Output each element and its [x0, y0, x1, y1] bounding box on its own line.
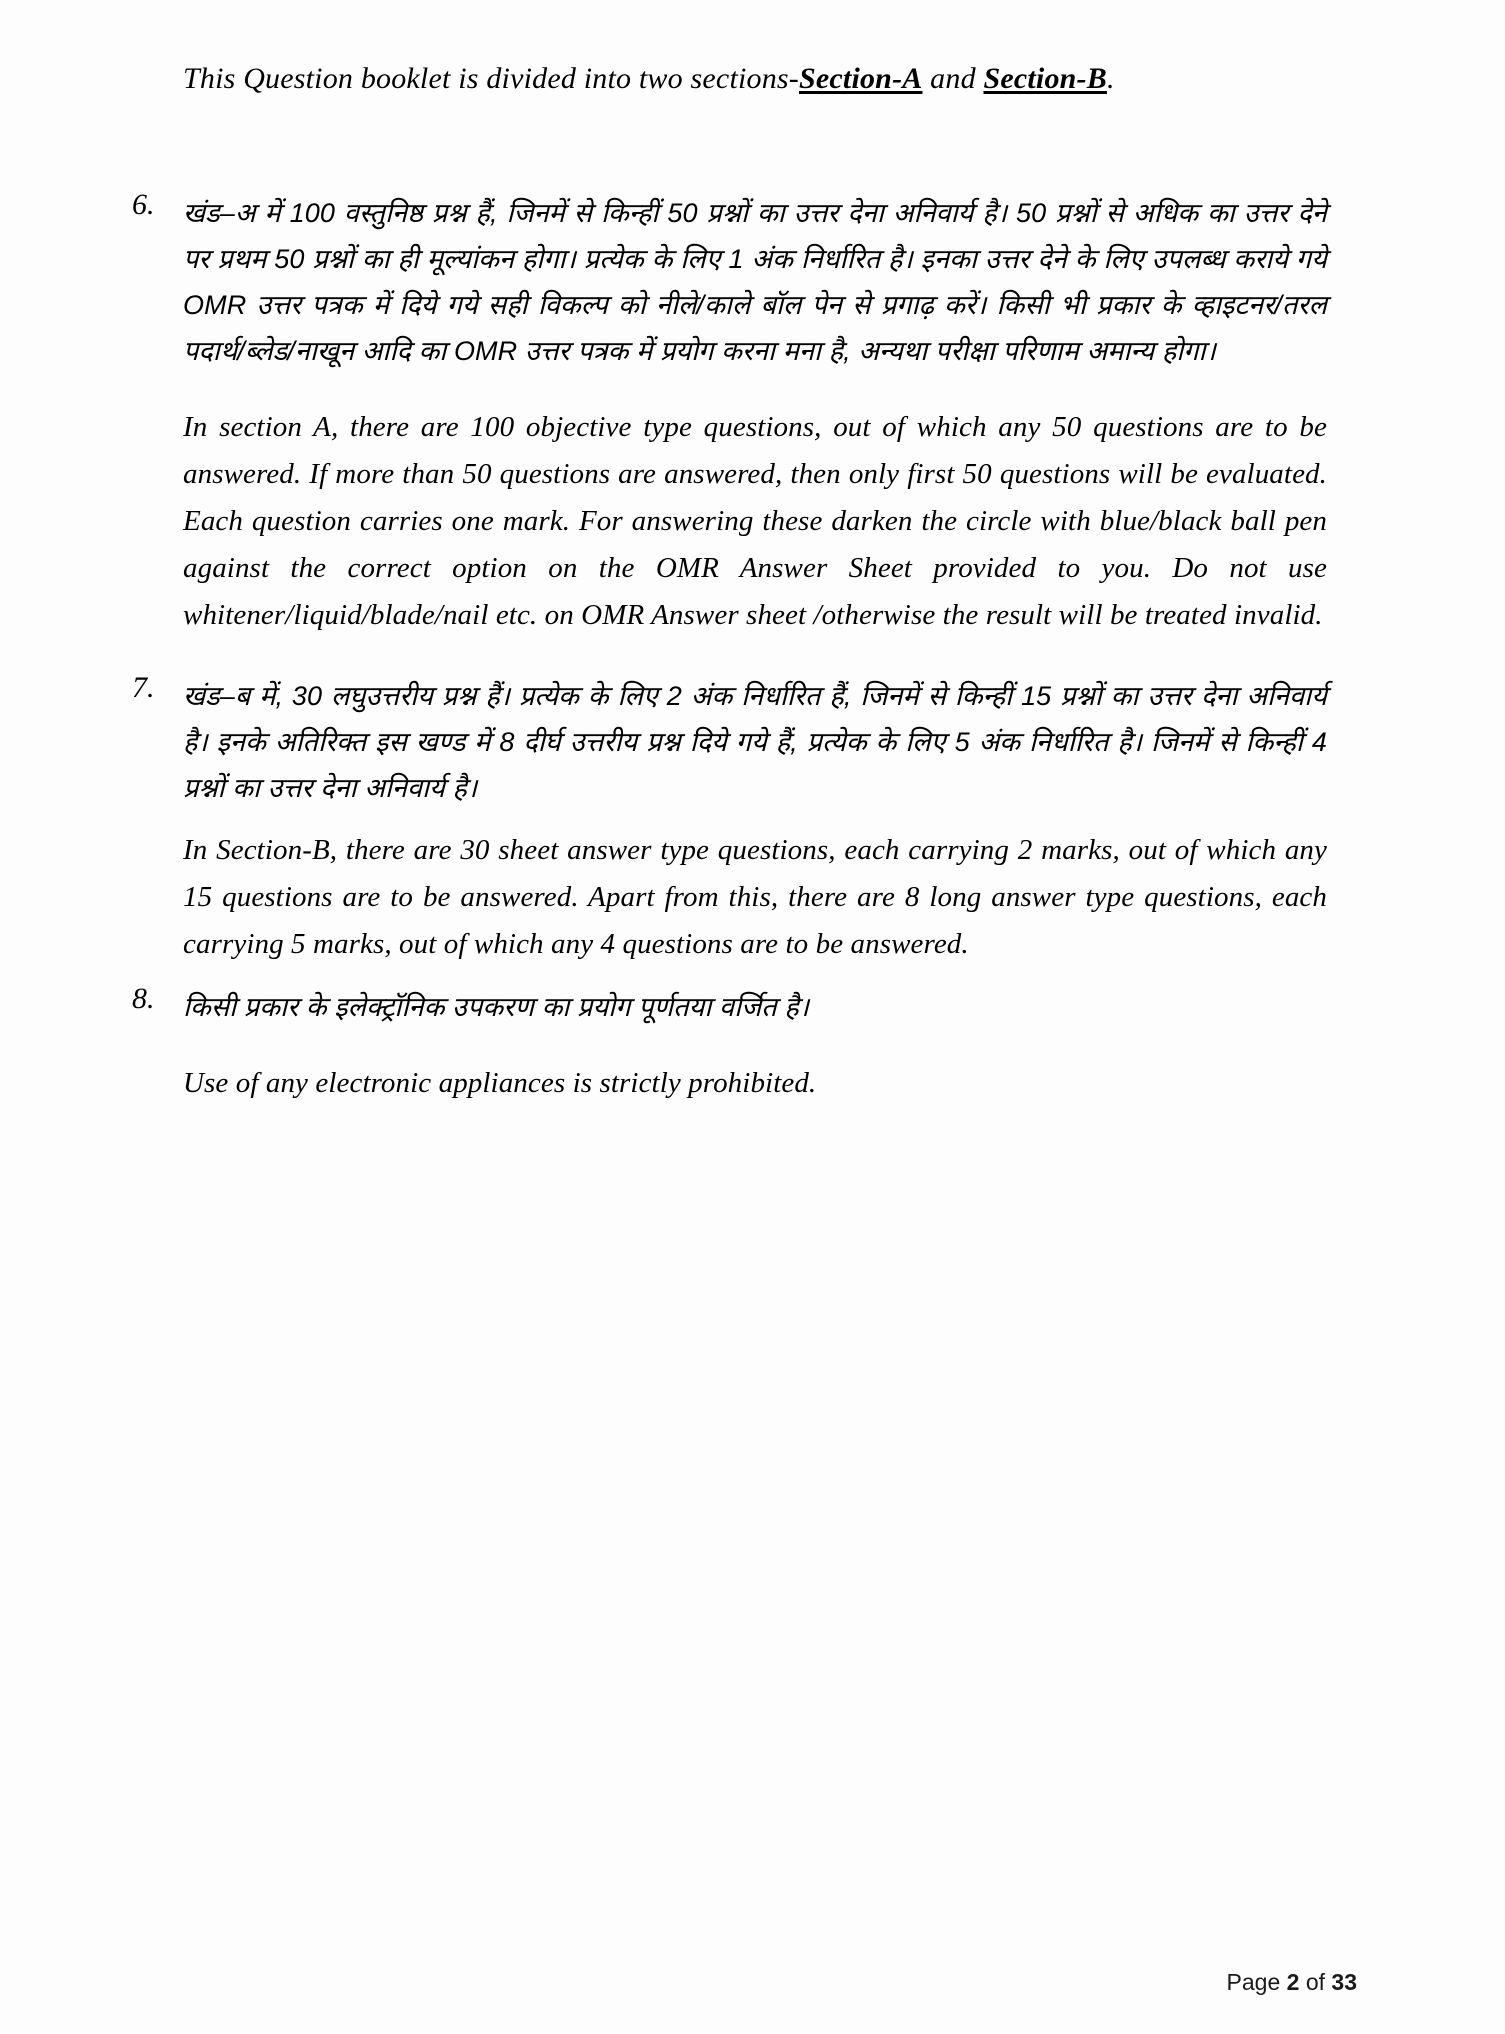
section-a-label: Section-A [799, 62, 923, 95]
header-conjunction-text: and [922, 62, 984, 95]
instruction-item-7 [0, 673, 1505, 968]
header-suffix-text: . [1106, 62, 1115, 95]
item-8-hindi-text: किसी प्रकार के इलेक्ट्रॉनिक उपकरण का प्रयोग पूर्णतया वर्जित है। [183, 992, 810, 1022]
footer-page-word: Page [1226, 1969, 1287, 1995]
instruction-items-list [0, 190, 1505, 1107]
spacer [183, 1030, 1327, 1060]
item-8-english-text: Use of any electronic appliances is strictly prohibited. [183, 1067, 817, 1099]
page-footer [0, 1969, 1505, 1996]
footer-page-number: 2 [1286, 1969, 1300, 1995]
item-8-number: 8. [132, 982, 155, 1015]
spacer [0, 968, 1505, 984]
footer-total-pages: 33 [1331, 1969, 1357, 1995]
instruction-item-8 [0, 984, 1505, 1107]
section-b-label: Section-B [983, 62, 1107, 95]
instruction-item-6 [0, 190, 1505, 639]
spacer [0, 639, 1505, 673]
item-7-english-text: In Section-B, there are 30 sheet answer type questions, each carrying 2 marks, out of which any 15 questions are to be answered. Apart from this, there are 8 long answer type questions, each carrying 5 marks, out of which any 4 questions are to be answered. [183, 834, 1327, 960]
item-6-hindi-text: खंड–अ में 100 वस्तुनिष्ठ प्रश्न हैं, जिनमें से किन्हीं 50 प्रश्नों का उत्तर देना अनिवार्य है। 50 प्रश्नों से अधिक का उत्तर देने पर प्रथम 50 प्रश्नों का ही मूल्यांकन होगा। प्रत्येक के लिए 1 अंक निर्धारित है। इनका उत्तर देने के लिए उपलब्ध कराये गये OMR उत्तर पत्रक में दिये गये सही विकल्प को नीले/काले बॉल पेन से प्रगाढ़ करें। किसी भी प्रकार के व्हाइटनर/तरल पदार्थ/ब्लेड/नाखून आदि का OMR उत्तर पत्रक में प्रयोग करना मना है, अन्यथा परीक्षा परिणाम अमान्य होगा। [183, 198, 1327, 366]
item-6-number: 6. [132, 188, 155, 221]
spacer [183, 811, 1327, 827]
booklet-sections-header [183, 62, 1363, 96]
item-6-english-text: In section A, there are 100 objective type questions, out of which any 50 questions are to be answered. If more than 50 questions are answered, then only first 50 questions will be evaluated. Each question carries one mark. For answering these darken the circle with blue/black ball pen against the correct option on the OMR Answer Sheet provided to you. Do not use whitener/liquid/blade/nail etc. on OMR Answer sheet /otherwise the result will be treated invalid. [183, 411, 1327, 631]
header-prefix-text: This Question booklet is divided into two sections- [183, 62, 799, 95]
spacer [183, 374, 1327, 404]
footer-of-word: of [1299, 1969, 1332, 1995]
item-7-number: 7. [132, 671, 155, 704]
item-7-hindi-text: खंड–ब में, 30 लघुउत्तरीय प्रश्न हैं। प्रत्येक के लिए 2 अंक निर्धारित हैं, जिनमें से किन्हीं 15 प्रश्नों का उत्तर देना अनिवार्य है। इनके अतिरिक्त इस खण्ड में 8 दीर्घ उत्तरीय प्रश्न दिये गये हैं, प्रत्येक के लिए 5 अंक निर्धारित है। जिनमें से किन्हीं 4 प्रश्नों का उत्तर देना अनिवार्य है। [183, 681, 1327, 803]
